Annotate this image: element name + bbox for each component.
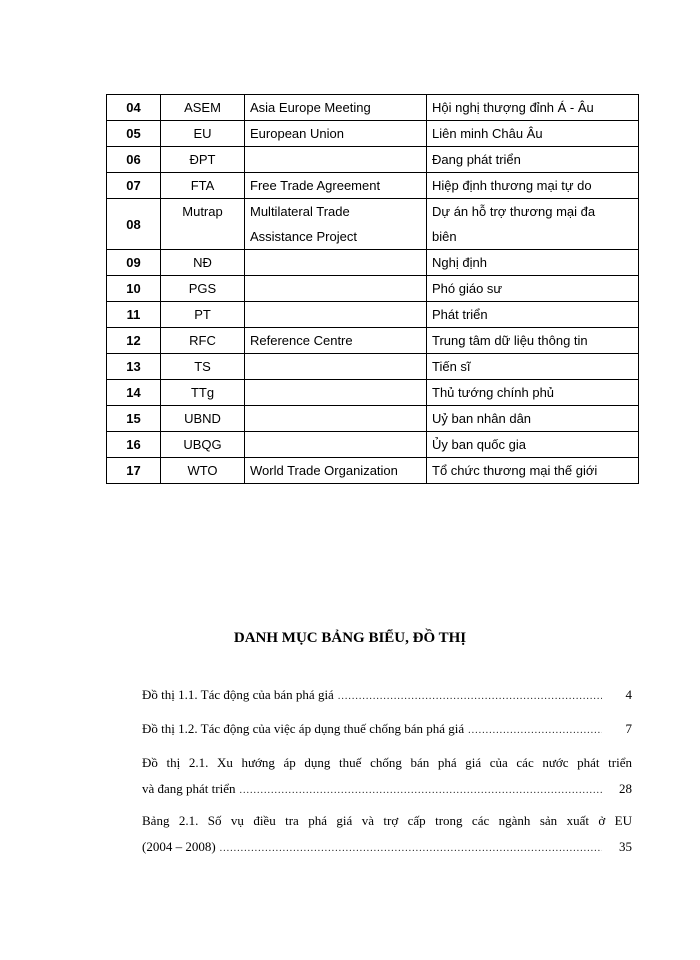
entry-line — [142, 716, 632, 744]
vietnamese-term-line: Ủy ban quốc gia — [432, 437, 526, 452]
table-row — [107, 432, 639, 458]
vietnamese-term-line: Hội nghị thượng đỉnh Á - Âu — [432, 100, 594, 115]
abbreviation: UBQG — [161, 432, 245, 458]
row-number: 15 — [107, 406, 161, 432]
dot-leader — [240, 778, 603, 804]
vietnamese-term-line: Tiến sĩ — [432, 359, 471, 374]
english-term — [245, 354, 427, 380]
vietnamese-term — [427, 199, 639, 250]
english-term — [245, 276, 427, 302]
english-term — [245, 199, 427, 250]
abbreviation: TS — [161, 354, 245, 380]
entry-title: Đồ thị 1.1. Tác động của bán phá giá — [142, 687, 334, 702]
dot-leader — [468, 718, 602, 744]
vietnamese-term — [427, 354, 639, 380]
english-term-line — [250, 250, 421, 275]
vietnamese-term — [427, 432, 639, 458]
figure-list-entry[interactable] — [142, 750, 632, 804]
english-term-line: Asia Europe Meeting — [250, 100, 371, 115]
english-term — [245, 95, 427, 121]
row-number: 09 — [107, 250, 161, 276]
english-term-line — [250, 302, 421, 327]
abbreviation: TTg — [161, 380, 245, 406]
vietnamese-term-line: biên — [432, 229, 457, 244]
abbreviation: WTO — [161, 458, 245, 484]
table-row — [107, 406, 639, 432]
row-number: 13 — [107, 354, 161, 380]
english-term — [245, 302, 427, 328]
row-number: 05 — [107, 121, 161, 147]
vietnamese-term — [427, 328, 639, 354]
vietnamese-term-line: Đang phát triển — [432, 152, 521, 167]
abbreviation-table-body — [107, 95, 639, 484]
english-term — [245, 147, 427, 173]
abbreviation: ASEM — [161, 95, 245, 121]
table-row — [107, 95, 639, 121]
table-row — [107, 354, 639, 380]
vietnamese-term — [427, 380, 639, 406]
abbreviation: UBND — [161, 406, 245, 432]
abbreviation: FTA — [161, 173, 245, 199]
english-term — [245, 173, 427, 199]
row-number: 11 — [107, 302, 161, 328]
entry-page-number: 28 — [619, 781, 632, 796]
entry-title: Đồ thị 1.2. Tác động của việc áp dụng thuế chống bán phá giá — [142, 721, 465, 736]
vietnamese-term — [427, 250, 639, 276]
table-row — [107, 121, 639, 147]
table-row — [107, 458, 639, 484]
english-term — [245, 458, 427, 484]
english-term — [245, 328, 427, 354]
entry-title: và đang phát triển — [142, 781, 236, 796]
entry-page-number: 7 — [625, 721, 632, 736]
abbreviation: ĐPT — [161, 147, 245, 173]
vietnamese-term — [427, 458, 639, 484]
abbreviation-table — [106, 94, 639, 484]
row-number: 04 — [107, 95, 161, 121]
list-of-figures-heading: DANH MỤC BẢNG BIỂU, ĐỒ THỊ — [233, 630, 467, 646]
english-term-line: Assistance Project — [250, 229, 357, 244]
entry-line — [142, 682, 632, 710]
vietnamese-term — [427, 276, 639, 302]
row-number: 10 — [107, 276, 161, 302]
english-term-line — [250, 432, 421, 457]
english-term — [245, 121, 427, 147]
table-row — [107, 173, 639, 199]
vietnamese-term-line: Dự án hỗ trợ thương mại đa — [432, 204, 596, 219]
english-term-line — [250, 276, 421, 301]
entry-title: Bảng 2.1. Số vụ điều tra phá giá và trợ cấp trong các ngành sản xuất ở EU — [142, 813, 632, 828]
table-row — [107, 380, 639, 406]
english-term-line: European Union — [250, 126, 344, 141]
abbreviation: NĐ — [161, 250, 245, 276]
dot-leader — [220, 836, 602, 862]
english-term-line — [250, 147, 421, 172]
english-term — [245, 406, 427, 432]
row-number: 16 — [107, 432, 161, 458]
vietnamese-term-line: Liên minh Châu Âu — [432, 126, 543, 141]
row-number: 14 — [107, 380, 161, 406]
vietnamese-term-line: Nghị định — [432, 255, 487, 270]
vietnamese-term-line: Phát triển — [432, 307, 488, 322]
vietnamese-term-line: Thủ tướng chính phủ — [432, 385, 555, 400]
figure-list-entry[interactable] — [142, 716, 632, 744]
row-number: 12 — [107, 328, 161, 354]
entry-title: Đồ thị 2.1. Xu hướng áp dụng thuế chống bán phá giá của các nước phát triển — [142, 755, 632, 770]
english-term-line — [250, 380, 421, 405]
row-number: 17 — [107, 458, 161, 484]
table-row — [107, 328, 639, 354]
dot-leader — [338, 684, 602, 710]
figure-list-entry[interactable] — [142, 682, 632, 710]
row-number: 07 — [107, 173, 161, 199]
vietnamese-term — [427, 121, 639, 147]
vietnamese-term — [427, 302, 639, 328]
abbreviation: RFC — [161, 328, 245, 354]
english-term-line: Free Trade Agreement — [250, 178, 381, 193]
english-term — [245, 432, 427, 458]
table-row — [107, 276, 639, 302]
table-row — [107, 199, 639, 250]
abbreviation: PT — [161, 302, 245, 328]
table-row — [107, 302, 639, 328]
entry-page-number: 4 — [625, 687, 632, 702]
row-number: 08 — [107, 199, 161, 250]
abbreviation: PGS — [161, 276, 245, 302]
english-term-line — [250, 406, 421, 431]
table-row — [107, 250, 639, 276]
english-term-line: Multilateral Trade — [250, 204, 350, 219]
vietnamese-term — [427, 147, 639, 173]
abbreviation: EU — [161, 121, 245, 147]
english-term-line — [250, 354, 421, 379]
english-term-line: World Trade Organization — [250, 463, 398, 478]
english-term-line: Reference Centre — [250, 333, 353, 348]
vietnamese-term-line: Hiệp định thương mại tự do — [432, 178, 592, 193]
entry-title: (2004 – 2008) — [142, 839, 216, 854]
entry-line — [142, 776, 632, 804]
figure-list-entry[interactable] — [142, 808, 632, 862]
vietnamese-term — [427, 173, 639, 199]
row-number: 06 — [107, 147, 161, 173]
vietnamese-term — [427, 95, 639, 121]
english-term — [245, 250, 427, 276]
entry-line — [142, 834, 632, 862]
table-row — [107, 147, 639, 173]
entry-page-number: 35 — [619, 839, 632, 854]
vietnamese-term-line: Trung tâm dữ liệu thông tin — [432, 333, 588, 348]
abbreviation: Mutrap — [161, 199, 245, 250]
vietnamese-term-line: Tổ chức thương mại thế giới — [432, 463, 598, 478]
english-term — [245, 380, 427, 406]
vietnamese-term — [427, 406, 639, 432]
vietnamese-term-line: Uỷ ban nhân dân — [432, 411, 532, 426]
vietnamese-term-line: Phó giáo sư — [432, 281, 503, 296]
